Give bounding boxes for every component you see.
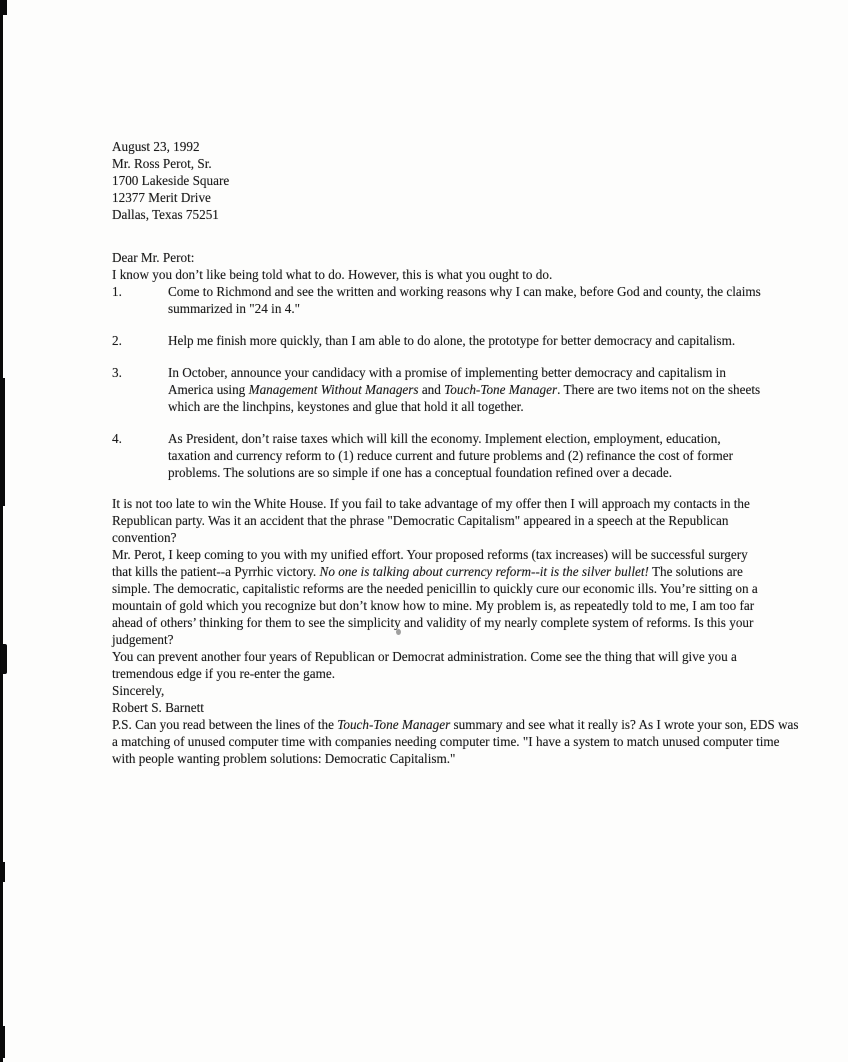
italic-text-run: Management Without Managers xyxy=(248,382,419,397)
text-run: The solutions are simple. The democratic, capitalistic reforms are the needed penicillin to quickly cure our economic ills. You’re sitting on a mountain of gold which you recognize but don’t know how to mine. My problem is, as repeatedly told to me, I am too far ahead of others’ thinking for them to see the simplicity and validity of my nearly complete system of reforms. Is this your judgement? xyxy=(112,564,758,647)
text-run: Mr. Perot, I keep coming to you with my unified effort. Your proposed reforms (tax increases) will be successful surgery that kills the patient--a Pyrrhic victory. xyxy=(112,547,748,579)
italic-text-run: Touch-Tone Manager xyxy=(337,717,451,732)
text-run: summary and see what it really is? As I wrote your son, EDS was a matching of unused computer time with companies needing computer time. "I have a system to match unused computer time with people wanting problem solutions: Democratic Capitalism." xyxy=(112,717,799,766)
list-item-text xyxy=(168,364,764,415)
scan-artifact-blob xyxy=(0,1026,5,1058)
scan-artifact-blob xyxy=(1,644,7,674)
recipient-address-line: 1700 Lakeside Square xyxy=(112,173,230,188)
letter-body xyxy=(112,138,799,767)
text-run: You can prevent another four years of Republican or Democrat administration. Come see the thing that will give you a tremendous edge if you re-enter the game. xyxy=(112,649,737,681)
text-run: and xyxy=(418,382,445,397)
italic-text-run: No one is talking about currency reform--it is the silver bullet! xyxy=(319,564,649,579)
body-paragraph xyxy=(112,495,764,546)
text-run: It is not too late to win the White House. If you fail to take advantage of my offer then I will approach my contacts in the Republican party. Was it an accident that the phrase "Democratic Capitalism" appeared in a speech at the Republican convention? xyxy=(112,496,750,545)
text-run: Come to Richmond and see the written and working reasons why I can make, before God and county, the claims summarized in "24 in 4." xyxy=(168,284,761,316)
recipient-address-line: 12377 Merit Drive xyxy=(112,190,211,205)
closing-line: Sincerely, xyxy=(112,683,165,698)
salutation: Dear Mr. Perot: xyxy=(112,250,195,265)
text-run: As President, don’t raise taxes which will kill the economy. Implement election, employment, education, taxation and currency reform to (1) reduce current and future problems and (2) refinance the cost of former problems. The solutions are so simple if one has a conceptual foundation refined over a decade. xyxy=(168,431,733,480)
recipient-address-line: Mr. Ross Perot, Sr. xyxy=(112,156,212,171)
intro-paragraph: I know you don’t like being told what to do. However, this is what you ought to do. xyxy=(112,267,553,282)
list-item-number: 4. xyxy=(112,431,122,446)
body-paragraph xyxy=(112,546,764,648)
body-paragraphs xyxy=(112,495,764,682)
list-item-text xyxy=(168,283,764,317)
scan-artifact-blob xyxy=(0,862,5,882)
list-item xyxy=(112,430,764,481)
scan-artifact-blob xyxy=(0,378,5,506)
text-run: In October, announce your candidacy with a promise of implementing better democracy and capitalism in America using xyxy=(168,365,726,397)
scan-artifact-blob xyxy=(0,0,7,15)
postscript-paragraph xyxy=(112,716,802,767)
signature-name: Robert S. Barnett xyxy=(112,700,204,715)
text-run: Help me finish more quickly, than I am able to do alone, the prototype for better democracy and capitalism. xyxy=(168,333,736,348)
list-item xyxy=(112,332,764,349)
scan-artifact-left-bar xyxy=(0,0,3,1062)
recipient-address-block xyxy=(112,155,764,223)
text-run: P.S. Can you read between the lines of the xyxy=(112,717,338,732)
text-run: . There are two items not on the sheets which are the linchpins, keystones and glue that hold it all together. xyxy=(168,382,761,414)
list-item-number: 2. xyxy=(112,333,122,348)
numbered-list xyxy=(112,283,764,481)
body-paragraph xyxy=(112,648,764,682)
list-item-number: 3. xyxy=(112,365,122,380)
list-item-number: 1. xyxy=(112,284,122,299)
list-item xyxy=(112,364,764,415)
list-item-text xyxy=(168,430,764,481)
italic-text-run: Touch-Tone Manager xyxy=(444,382,558,397)
list-item xyxy=(112,283,764,317)
list-item-text xyxy=(168,332,764,349)
letter-date: August 23, 1992 xyxy=(112,139,200,154)
recipient-address-line: Dallas, Texas 75251 xyxy=(112,207,219,222)
